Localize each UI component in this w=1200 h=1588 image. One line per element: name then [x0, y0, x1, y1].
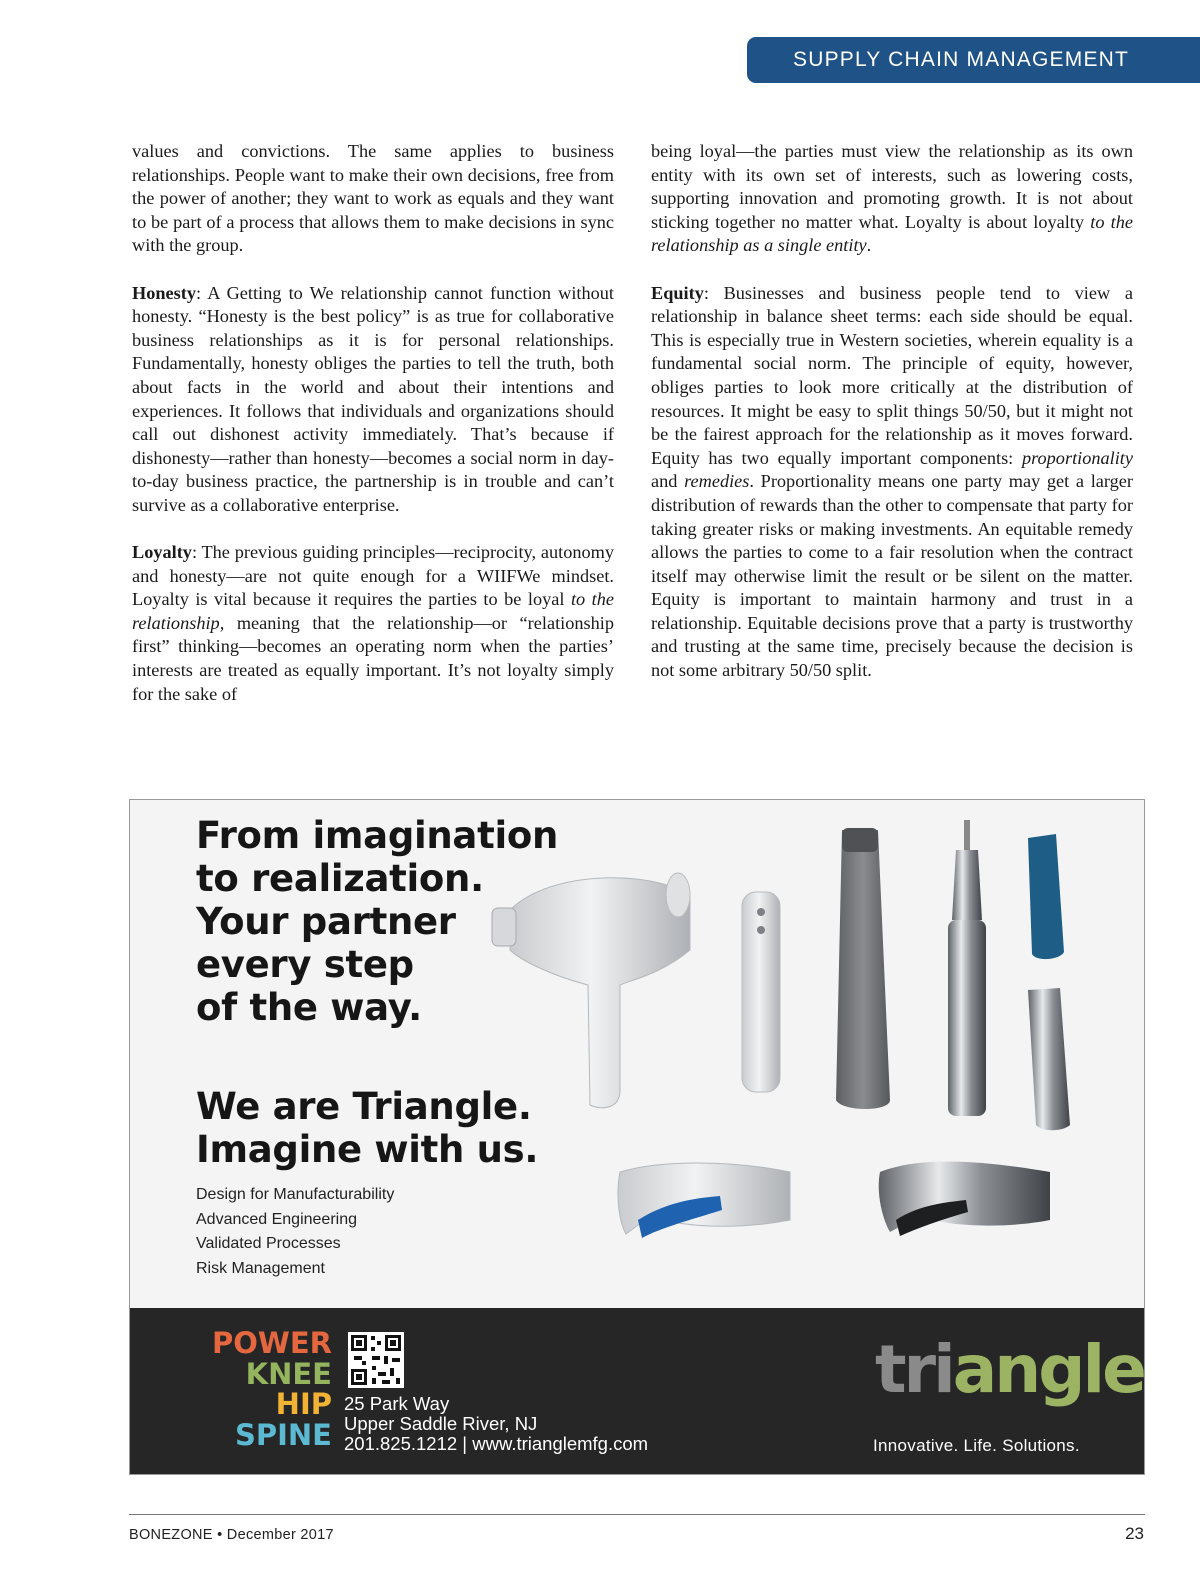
headline-line: From imagination	[196, 814, 559, 857]
headline-line: of the way.	[196, 986, 422, 1029]
term-loyalty: Loyalty	[132, 542, 192, 563]
specialty-power: POWER	[211, 1326, 332, 1360]
equity-and: and	[651, 471, 685, 492]
article-paragraph: values and convictions. The same applies to business relationships. People want to make their own decisions, free from the power of another; they want to work as equals and they want to be part of a process that allows them to make decisions in sync with the group.	[132, 141, 614, 256]
headline-line: to realization.	[196, 857, 484, 900]
gray-housing-image	[836, 828, 890, 1109]
chrome-handpiece-image	[879, 1161, 1050, 1236]
services-list	[196, 1183, 394, 1281]
service-item: Validated Processes	[196, 1235, 341, 1252]
logo-part-tri: tri	[875, 1331, 953, 1408]
service-item: Advanced Engineering	[196, 1210, 358, 1228]
triangle-logo	[875, 1320, 1144, 1420]
equity-paragraph	[651, 282, 1133, 683]
honesty-text: : A Getting to We relationship cannot function without honesty. “Honesty is the best policy” is as true for collaborative business relationships as it is for personal relationships. Fundamentally, honesty obliges the parties to tell the truth, both about facts in the world and about their intentions and experiences. It follows that individuals and organizations should call out dishonest activity immediately. That’s because if dishonesty—rather than honesty—becomes a social norm in day-to-day business practice, the partnership is in trouble and can’t survive as a collaborative enterprise.	[132, 282, 614, 515]
ad-contact-band	[130, 1308, 1144, 1474]
article-column-left	[132, 140, 614, 730]
specialties-list	[130, 1328, 332, 1450]
service-item: Risk Management	[196, 1259, 325, 1277]
contact-block	[344, 1394, 648, 1454]
qr-code-icon[interactable]	[348, 1332, 404, 1388]
term-equity: Equity	[651, 282, 704, 303]
triangle-advertisement	[129, 799, 1145, 1475]
footer-divider	[129, 1514, 1145, 1515]
headline-line: every step	[196, 943, 414, 986]
chrome-shaft-image	[948, 820, 986, 1116]
address-line-1: 25 Park Way	[344, 1393, 450, 1414]
equity-text: : Businesses and business people tend to view a relationship in balance sheet terms: each side should be equal. This is especially true in Western societies, wherein equality is a fundamental social norm. The principle of equity, however, obliges parties to look more critically at the distribution of resources. It might be easy to split things 50/50, but it might not be the fairest approach for the relationship as it moves forward. Equity has two equally important components:	[651, 282, 1133, 468]
specialty-hip: HIP	[275, 1387, 332, 1421]
specialty-spine: SPINE	[234, 1417, 332, 1452]
equity-text-continued: . Proportionality means one party may get a larger distribution of rewards than the other to compensate that party for taking greater risks or making investments. An equitable remedy allows the parties to come to a fair resolution when the contract itself may otherwise limit the result or be silent on the matter. Equity is important to maintain harmony and trust in a relationship. Equitable decisions prove that a party is trustworthy and trusting at the same time, precisely because the decision is not some arbitrary 50/50 split.	[651, 471, 1133, 681]
tube-component-image	[742, 892, 780, 1092]
slogan-line: Imagine with us.	[196, 1128, 539, 1171]
honesty-paragraph	[132, 282, 614, 518]
loyalty-continued-text: being loyal—the parties must view the relationship as its own entity with its own set of interests, such as lowering costs, supporting innovation and promoting growth. It is not about sticking together no matter what. Loyalty is about loyalty	[651, 141, 1133, 232]
article-column-right	[651, 140, 1133, 706]
headline-line: Your partner	[196, 900, 456, 943]
page-number: 23	[1125, 1524, 1144, 1543]
loyalty-text: : The previous guiding principles—reciprocity, autonomy and honesty—are not quite enough for a WIIFWe mindset. Loyalty is vital because it requires the parties to be loyal	[132, 542, 614, 610]
term-honesty: Honesty	[132, 282, 196, 303]
loyalty-emphasis: to the relationship	[132, 589, 614, 633]
sentence-end: .	[866, 235, 872, 256]
section-header-tab: SUPPLY CHAIN MANAGEMENT	[747, 37, 1200, 83]
ad-headline	[196, 814, 558, 1029]
remedies-emphasis: remedies	[684, 471, 750, 492]
footer-publication: BONEZONE • December 2017	[129, 1527, 334, 1543]
specialty-knee: KNEE	[245, 1356, 332, 1391]
service-item: Design for Manufacturability	[196, 1186, 395, 1203]
slogan-line: We are Triangle.	[196, 1085, 532, 1128]
loyalty-text-continued: , meaning that the relationship—or “relationship first” thinking—becomes an operating norm when the parties’ interests are treated as equally important. It’s not loyalty simply for the sake of	[132, 612, 614, 704]
address-line-2: Upper Saddle River, NJ	[344, 1413, 538, 1434]
logo-part-angle: angle	[952, 1331, 1144, 1408]
blue-component-image	[1028, 834, 1064, 959]
phone-and-website[interactable]: 201.825.1212 | www.trianglemfg.com	[344, 1433, 649, 1454]
chrome-fitting-image	[1028, 988, 1070, 1130]
proportionality-emphasis: proportionality	[1021, 447, 1133, 468]
ad-slogan	[196, 1085, 538, 1171]
loyalty-entity-emphasis: to the relationship as a single entity	[651, 211, 1134, 256]
blue-handpiece-image	[618, 1163, 790, 1238]
loyalty-paragraph	[132, 541, 614, 706]
loyalty-continued-paragraph	[651, 140, 1133, 258]
brand-tagline: Innovative. Life. Solutions.	[873, 1436, 1080, 1455]
